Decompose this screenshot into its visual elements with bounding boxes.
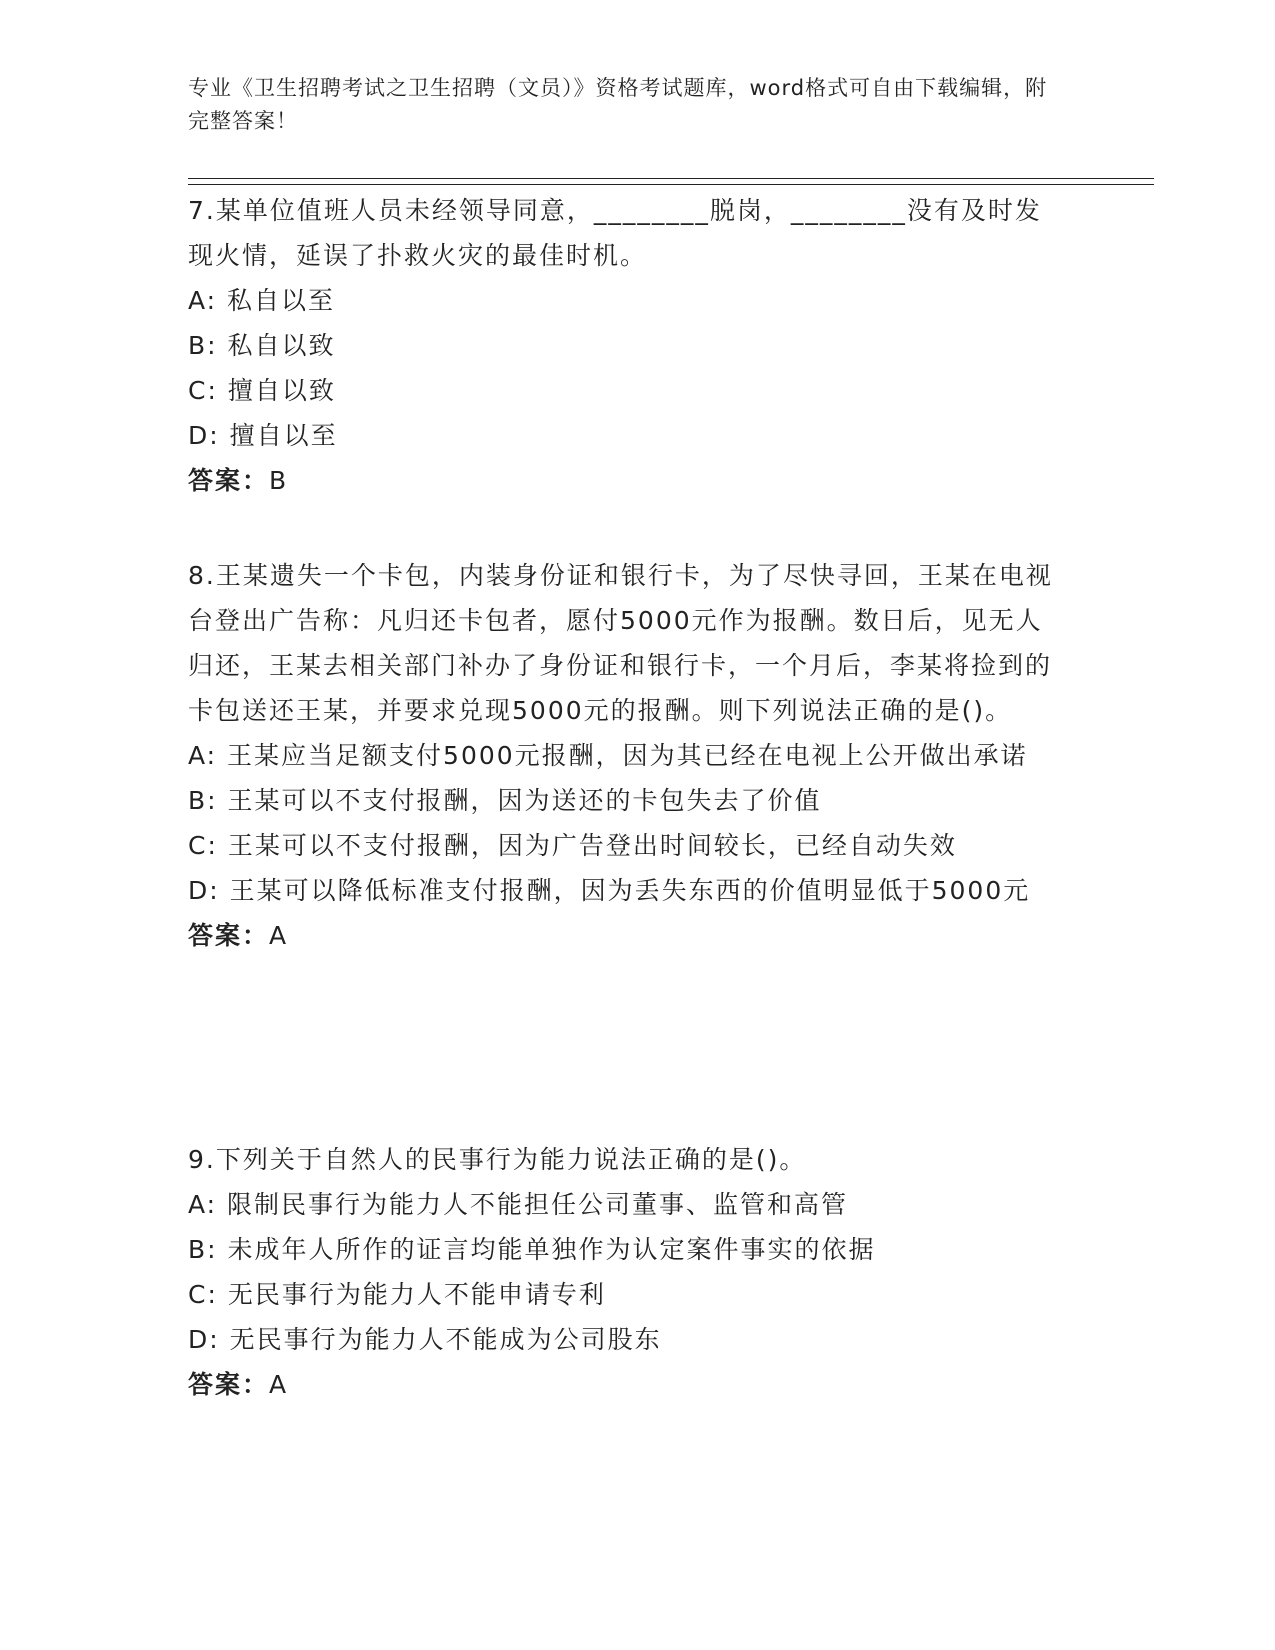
- option-c: C: 擅自以致: [188, 376, 336, 405]
- option-a: A: 私自以至: [188, 286, 336, 315]
- question-9: [188, 1137, 1068, 1407]
- answer-line: [188, 1362, 1068, 1407]
- answer-value: A: [269, 921, 289, 950]
- question-8: [188, 553, 1068, 958]
- answer-label: 答案：: [188, 1370, 270, 1399]
- option-c: C: 王某可以不支付报酬，因为广告登出时间较长，已经自动失效: [188, 831, 957, 860]
- answer-label: 答案：: [188, 921, 270, 950]
- option-c: C: 无民事行为能力人不能申请专利: [188, 1280, 606, 1309]
- answer-line: [188, 913, 1068, 958]
- question-stem: 8.王某遗失一个卡包，内装身份证和银行卡，为了尽快寻回，王某在电视台登出广告称：凡归还卡包者，愿付5000元作为报酬。数日后，见无人归还，王某去相关部门补办了身份证和银行卡，一个月后，李某将捡到的卡包送还王某，并要求兑现5000元的报酬。则下列说法正确的是()。: [188, 561, 1053, 725]
- answer-value: A: [269, 1370, 289, 1399]
- header-divider-bottom: [188, 184, 1154, 185]
- option-b: B: 私自以致: [188, 331, 336, 360]
- question-7: [188, 188, 1068, 503]
- option-a: A: 王某应当足额支付5000元报酬，因为其已经在电视上公开做出承诺: [188, 741, 1028, 770]
- option-b: B: 王某可以不支付报酬，因为送还的卡包失去了价值: [188, 786, 822, 815]
- option-d: D: 王某可以降低标准支付报酬，因为丢失东西的价值明显低于5000元: [188, 876, 1031, 905]
- option-b: B: 未成年人所作的证言均能单独作为认定案件事实的依据: [188, 1235, 876, 1264]
- question-stem: 7.某单位值班人员未经领导同意，________脱岗，________没有及时发现火情，延误了扑救火灾的最佳时机。: [188, 196, 1042, 270]
- document-header: 专业《卫生招聘考试之卫生招聘（文员）》资格考试题库，word格式可自由下载编辑，附完整答案！: [188, 76, 1048, 133]
- option-d: D: 擅自以至: [188, 421, 338, 450]
- answer-value: B: [269, 466, 289, 495]
- header-divider-top: [188, 178, 1154, 179]
- option-a: A: 限制民事行为能力人不能担任公司董事、监管和高管: [188, 1190, 849, 1219]
- answer-line: [188, 458, 1068, 503]
- question-stem: 9.下列关于自然人的民事行为能力说法正确的是()。: [188, 1145, 807, 1174]
- answer-label: 答案：: [188, 466, 270, 495]
- option-d: D: 无民事行为能力人不能成为公司股东: [188, 1325, 662, 1354]
